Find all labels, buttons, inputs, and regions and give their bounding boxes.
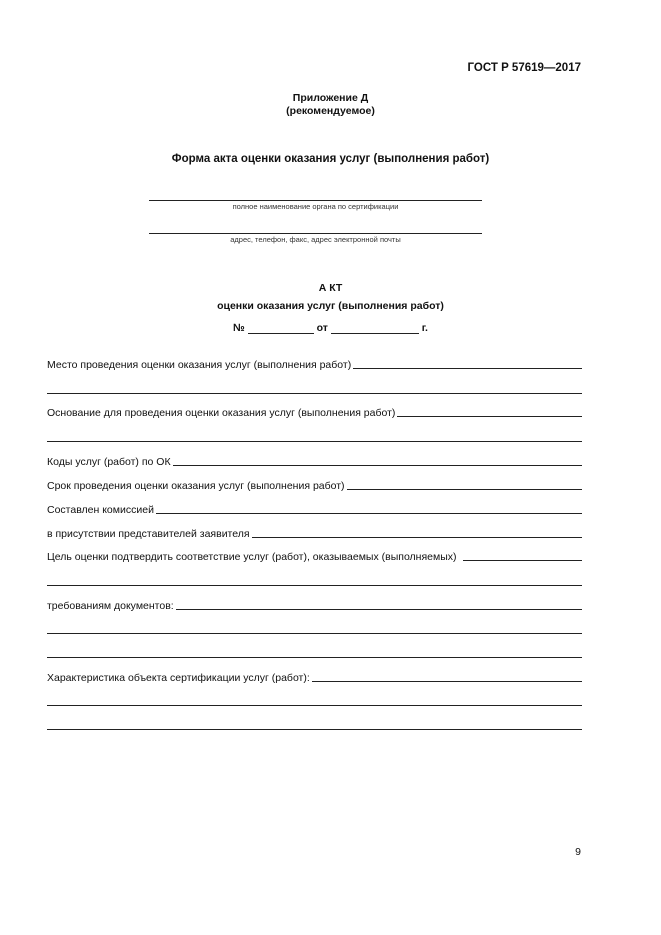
field-period bbox=[47, 479, 582, 492]
field-purpose-label: Цель оценки подтвердить соответствие услуг (работ), оказываемых (выполняемых) bbox=[47, 551, 457, 563]
appendix-status: (рекомендуемое) bbox=[286, 105, 375, 117]
blank-line bbox=[47, 729, 582, 730]
field-place bbox=[47, 358, 582, 371]
field-requirements bbox=[47, 599, 582, 612]
field-place-blank bbox=[353, 358, 582, 369]
act-subtitle: оценки оказания услуг (выполнения работ) bbox=[217, 300, 444, 312]
field-purpose-blank bbox=[463, 550, 582, 561]
blank-line bbox=[47, 705, 582, 706]
field-codes-blank bbox=[173, 455, 582, 466]
date-blank bbox=[331, 322, 419, 334]
number-blank bbox=[248, 322, 314, 334]
field-requirements-blank bbox=[176, 599, 582, 610]
field-requirements-label: требованиям документов: bbox=[47, 600, 174, 612]
field-codes-label: Коды услуг (работ) по ОК bbox=[47, 456, 171, 468]
form-title: Форма акта оценки оказания услуг (выполнения работ) bbox=[171, 153, 490, 165]
act-number-line bbox=[0, 322, 661, 334]
address-line bbox=[149, 233, 482, 234]
field-commission-label: Составлен комиссией bbox=[47, 504, 154, 516]
field-presence bbox=[47, 527, 582, 540]
field-characteristic-label: Характеристика объекта сертификации услуг (работ): bbox=[47, 672, 310, 684]
field-purpose bbox=[47, 550, 582, 563]
act-title: А КТ bbox=[318, 282, 343, 294]
field-period-label: Срок проведения оценки оказания услуг (выполнения работ) bbox=[47, 480, 345, 492]
field-basis-label: Основание для проведения оценки оказания услуг (выполнения работ) bbox=[47, 407, 396, 419]
blank-line bbox=[47, 441, 582, 442]
field-presence-blank bbox=[252, 527, 582, 538]
address-caption: адрес, телефон, факс, адрес электронной почты bbox=[230, 235, 401, 244]
appendix-title: Приложение Д bbox=[292, 92, 369, 104]
number-sign: № bbox=[233, 322, 245, 334]
field-period-blank bbox=[347, 479, 582, 490]
organ-name-caption: полное наименование органа по сертификации bbox=[232, 202, 399, 211]
blank-line bbox=[47, 657, 582, 658]
field-commission-blank bbox=[156, 503, 582, 514]
page-number: 9 bbox=[575, 846, 581, 858]
field-characteristic bbox=[47, 671, 582, 684]
organ-name-line bbox=[149, 200, 482, 201]
field-commission bbox=[47, 503, 582, 516]
field-basis-blank bbox=[397, 406, 582, 417]
year-suffix: г. bbox=[421, 322, 428, 334]
blank-line bbox=[47, 393, 582, 394]
field-place-label: Место проведения оценки оказания услуг (выполнения работ) bbox=[47, 359, 352, 371]
standard-header: ГОСТ Р 57619—2017 bbox=[467, 62, 581, 74]
field-codes bbox=[47, 455, 582, 468]
field-presence-label: в присутствии представителей заявителя bbox=[47, 528, 250, 540]
blank-line bbox=[47, 633, 582, 634]
field-basis bbox=[47, 406, 582, 419]
blank-line bbox=[47, 585, 582, 586]
field-characteristic-blank bbox=[312, 671, 582, 682]
from-word: от bbox=[316, 322, 328, 334]
